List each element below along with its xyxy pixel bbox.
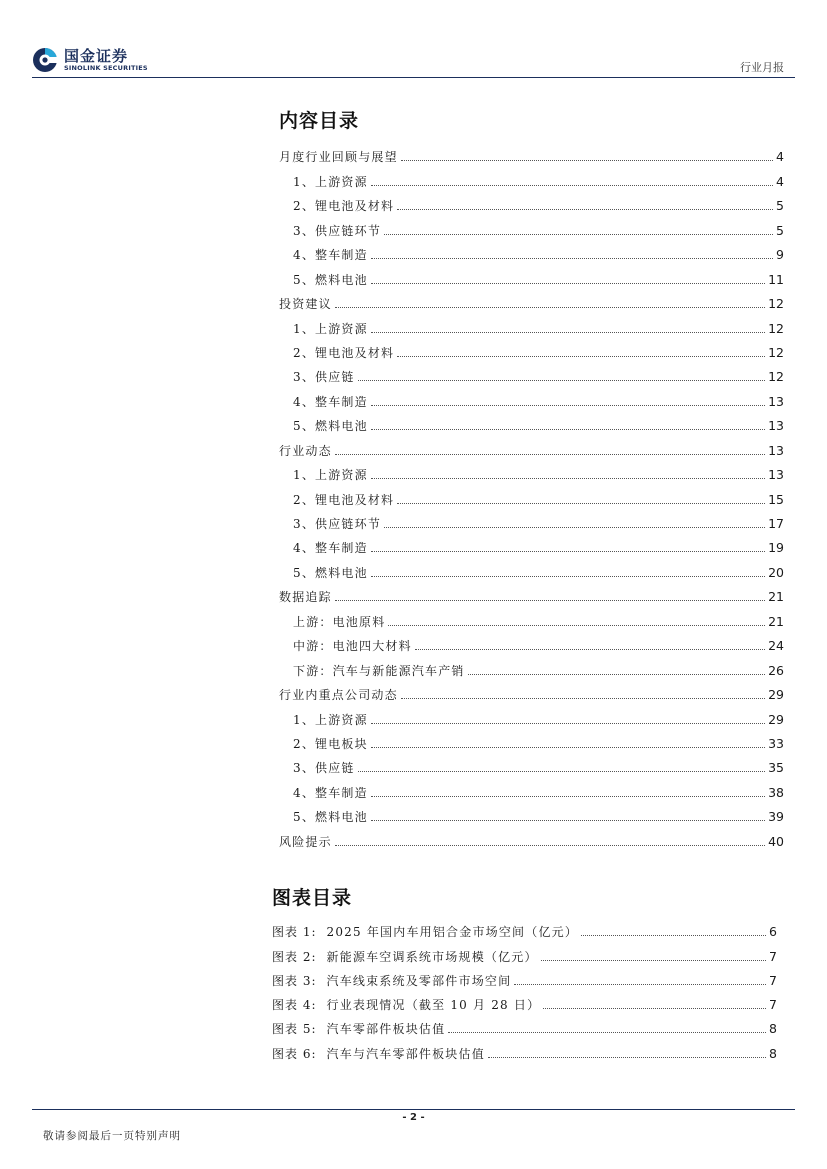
toc-entry-page: 26 xyxy=(768,662,784,678)
toc-entry-page: 17 xyxy=(768,516,784,531)
sinolink-logo-icon xyxy=(32,47,58,73)
dot-leader xyxy=(401,698,765,699)
dot-leader xyxy=(415,649,765,650)
toc-entry[interactable] xyxy=(279,409,784,433)
toc-entry[interactable] xyxy=(279,555,784,579)
toc-entry-page: 4 xyxy=(776,173,784,189)
toc-entry-page: 29 xyxy=(768,711,784,727)
toc-entry-label: 4、整车制造 xyxy=(293,394,368,409)
figure-entry-page: 7 xyxy=(769,948,777,964)
toc-entry-page: 9 xyxy=(776,247,784,263)
toc-entry-page: 40 xyxy=(768,833,784,849)
header-divider xyxy=(32,77,795,78)
toc-entry[interactable] xyxy=(279,287,784,311)
toc-entry-page: 12 xyxy=(768,369,784,385)
toc-entry[interactable] xyxy=(279,164,784,188)
toc-entry[interactable] xyxy=(279,604,784,628)
figure-entry[interactable] xyxy=(272,915,777,939)
figures-title: 图表目录 xyxy=(272,887,353,909)
toc-entry-page: 21 xyxy=(768,613,784,629)
toc-entry-label: 投资建议 xyxy=(279,297,332,312)
toc-entry-page: 24 xyxy=(768,638,784,654)
toc-entry[interactable] xyxy=(279,189,784,213)
toc-entry[interactable] xyxy=(279,311,784,335)
toc-entry-label: 4、整车制造 xyxy=(293,541,368,556)
dot-leader xyxy=(371,185,773,186)
toc-entry-label: 5、燃料电池 xyxy=(293,565,368,580)
dot-leader xyxy=(371,551,765,552)
dot-leader xyxy=(371,478,765,479)
toc-entry[interactable] xyxy=(279,531,784,555)
toc-entry[interactable] xyxy=(279,213,784,237)
dot-leader xyxy=(335,845,765,846)
figure-entry-page: 7 xyxy=(769,972,777,988)
logo-chinese-name: 国金证券 xyxy=(64,47,129,65)
toc-entry-page: 15 xyxy=(768,491,784,507)
dot-leader xyxy=(371,747,765,748)
dot-leader xyxy=(388,625,765,626)
toc-entry-page: 20 xyxy=(768,564,784,580)
dot-leader xyxy=(358,380,765,381)
toc-entry-page: 29 xyxy=(768,687,784,703)
dot-leader xyxy=(335,600,765,601)
toc-entry-label: 3、供应链环节 xyxy=(293,517,382,531)
figure-entry-title: 行业表现情况（截至 10 月 28 日） xyxy=(326,998,541,1013)
toc-entry-label: 上游：电池原料 xyxy=(293,614,386,629)
dot-leader xyxy=(448,1032,766,1033)
toc-entry-label: 4、整车制造 xyxy=(293,785,368,800)
toc-entry[interactable] xyxy=(279,751,784,775)
figure-entry-number: 图表 3: xyxy=(272,973,317,988)
toc-entry-page: 5 xyxy=(776,222,784,238)
toc-entry[interactable] xyxy=(279,360,784,384)
figure-entry-number: 图表 1: xyxy=(272,925,317,940)
company-logo xyxy=(32,47,148,73)
dot-leader xyxy=(371,429,765,430)
dot-leader xyxy=(384,234,773,235)
toc-entry-page: 12 xyxy=(768,344,784,360)
toc-entry-label: 3、供应链 xyxy=(293,761,355,776)
toc-entry-label: 下游：汽车与新能源汽车产销 xyxy=(293,663,465,678)
toc-entry-label: 2、锂电板块 xyxy=(293,736,368,751)
toc-entry[interactable] xyxy=(279,678,784,702)
toc-entry[interactable] xyxy=(279,824,784,848)
figure-entry-number: 图表 2: xyxy=(272,949,317,964)
toc-entry-label: 月度行业回顾与展望 xyxy=(279,150,398,165)
toc-entry[interactable] xyxy=(279,702,784,726)
toc-entry-label: 1、上游资源 xyxy=(293,321,368,336)
figure-entry-title: 汽车与汽车零部件板块估值 xyxy=(326,1046,485,1061)
toc-entry-page: 38 xyxy=(768,784,784,800)
dot-leader xyxy=(468,674,765,675)
toc-entry-page: 4 xyxy=(776,149,784,165)
toc-entry-label: 1、上游资源 xyxy=(293,468,368,483)
figure-entry-page: 6 xyxy=(769,924,777,940)
toc-entry-label: 3、供应链 xyxy=(293,370,355,385)
toc-entry-page: 39 xyxy=(768,809,784,825)
dot-leader xyxy=(541,960,766,961)
dot-leader xyxy=(581,935,766,936)
toc-entry-label: 行业内重点公司动态 xyxy=(279,688,398,703)
page-header xyxy=(0,0,827,80)
figure-entry-page: 7 xyxy=(769,997,777,1013)
figure-entry-title: 汽车线束系统及零部件市场空间 xyxy=(326,973,512,988)
figure-entry-number: 图表 6: xyxy=(272,1046,317,1061)
figure-entry-title: 新能源车空调系统市场规模（亿元） xyxy=(326,949,538,964)
toc-entry-page: 19 xyxy=(768,540,784,556)
toc-entry[interactable] xyxy=(279,653,784,677)
footer-disclaimer: 敬请参阅最后一页特别声明 xyxy=(43,1130,181,1142)
figure-entry[interactable] xyxy=(272,1012,777,1036)
dot-leader xyxy=(371,405,765,406)
toc-entry[interactable] xyxy=(279,458,784,482)
report-type-label: 行业月报 xyxy=(740,61,784,74)
dot-leader xyxy=(335,307,765,308)
figures-list xyxy=(272,915,777,1061)
toc-entry-page: 12 xyxy=(768,320,784,336)
dot-leader xyxy=(371,332,765,333)
figure-entry-page: 8 xyxy=(769,1021,777,1037)
toc-entry[interactable] xyxy=(279,482,784,506)
figure-entry[interactable] xyxy=(272,1036,777,1060)
toc-entry-label: 5、燃料电池 xyxy=(293,272,368,287)
toc-entry-page: 11 xyxy=(768,271,784,287)
toc-entry[interactable] xyxy=(279,433,784,457)
dot-leader xyxy=(335,454,765,455)
logo-english-name: SINOLINK SECURITIES xyxy=(64,64,148,72)
dot-leader xyxy=(543,1008,766,1009)
toc-entry-label: 风险提示 xyxy=(279,834,332,849)
dot-leader xyxy=(371,796,765,797)
toc-entry-page: 12 xyxy=(768,296,784,312)
figure-entry[interactable] xyxy=(272,939,777,963)
figure-entry[interactable] xyxy=(272,964,777,988)
toc-entry-page: 13 xyxy=(768,442,784,458)
toc-entry[interactable] xyxy=(279,775,784,799)
dot-leader xyxy=(358,771,765,772)
toc-entry[interactable] xyxy=(279,262,784,286)
footer-divider xyxy=(32,1109,795,1110)
toc-entry[interactable] xyxy=(279,140,784,164)
toc-entry[interactable] xyxy=(279,800,784,824)
toc-entry[interactable] xyxy=(279,507,784,531)
figure-entry-title: 汽车零部件板块估值 xyxy=(326,1022,446,1037)
toc-entry[interactable] xyxy=(279,629,784,653)
toc-entry-label: 数据追踪 xyxy=(279,590,332,605)
toc-entry-label: 3、供应链环节 xyxy=(293,223,382,238)
dot-leader xyxy=(384,527,765,528)
figure-entry-title: 2025 年国内车用铝合金市场空间（亿元） xyxy=(326,925,579,940)
toc-entry[interactable] xyxy=(279,580,784,604)
dot-leader xyxy=(397,209,773,210)
toc-entry-label: 2、锂电池及材料 xyxy=(293,199,395,214)
dot-leader xyxy=(371,283,765,284)
toc-entry-page: 13 xyxy=(768,418,784,434)
toc-entry-label: 5、燃料电池 xyxy=(293,419,368,434)
toc-entry-page: 35 xyxy=(768,760,784,776)
dot-leader xyxy=(397,356,765,357)
toc-entry-label: 5、燃料电池 xyxy=(293,810,368,825)
toc-entry-label: 中游：电池四大材料 xyxy=(293,639,412,654)
figure-entry-page: 8 xyxy=(769,1045,777,1061)
toc-entry-page: 5 xyxy=(776,198,784,214)
toc-entry[interactable] xyxy=(279,727,784,751)
toc-entry-page: 33 xyxy=(768,735,784,751)
page-number: - 2 - xyxy=(402,1112,425,1123)
dot-leader xyxy=(488,1057,766,1058)
dot-leader xyxy=(401,160,773,161)
figure-entry-number: 图表 5: xyxy=(272,1022,317,1037)
toc-entry-page: 13 xyxy=(768,393,784,409)
toc-entry-label: 行业动态 xyxy=(279,443,332,458)
toc-entry-page: 13 xyxy=(768,467,784,483)
toc-entry-label: 4、整车制造 xyxy=(293,248,368,263)
toc-entry[interactable] xyxy=(279,384,784,408)
toc-entry[interactable] xyxy=(279,238,784,262)
toc-list xyxy=(279,140,784,849)
figure-entry[interactable] xyxy=(272,988,777,1012)
dot-leader xyxy=(371,258,773,259)
dot-leader xyxy=(514,984,766,985)
toc-title: 内容目录 xyxy=(279,110,360,132)
dot-leader xyxy=(371,576,765,577)
toc-entry-label: 1、上游资源 xyxy=(293,174,368,189)
toc-entry-label: 1、上游资源 xyxy=(293,712,368,727)
toc-entry-label: 2、锂电池及材料 xyxy=(293,492,395,507)
toc-entry-page: 21 xyxy=(768,589,784,605)
toc-entry-label: 2、锂电池及材料 xyxy=(293,345,395,360)
figure-entry-number: 图表 4: xyxy=(272,998,317,1013)
dot-leader xyxy=(371,820,765,821)
dot-leader xyxy=(371,723,765,724)
dot-leader xyxy=(397,503,765,504)
toc-entry[interactable] xyxy=(279,336,784,360)
